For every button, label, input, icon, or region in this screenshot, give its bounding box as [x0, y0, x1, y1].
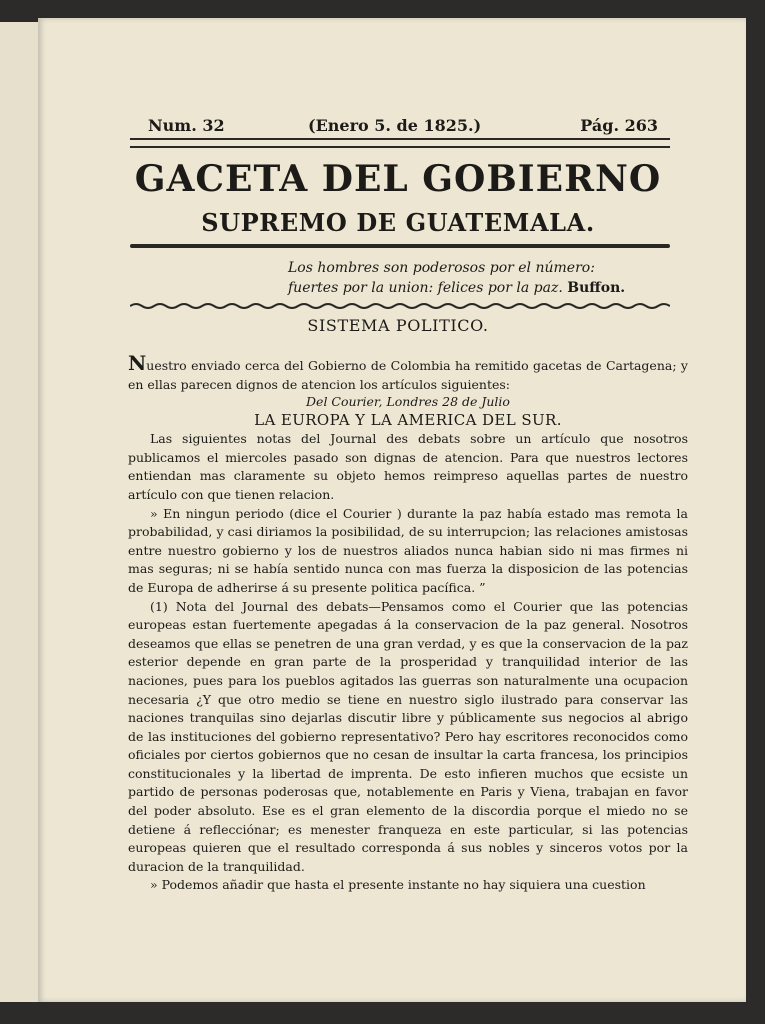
masthead-title: GACETA DEL GOBIERNO: [134, 158, 662, 200]
paragraph-1: Las siguientes notas del Journal des debats sobre un artículo que nosotros publicamos el miercoles pasado son dignas de atencion. Para que nuestros lectores entiendan mas claramente su objeto hemos reimpreso aquellas partes de nuestro artículo con que tienen relacion.: [128, 431, 688, 502]
header-double-rule: [130, 138, 670, 148]
article-intro: [128, 351, 688, 394]
motto-line-2-text: fuertes por la union: felices por la paz.: [288, 280, 563, 296]
paragraph-4: » Podemos añadir que hasta el presente instante no hay siquiera una cuestion: [150, 877, 646, 893]
drop-cap: N: [128, 351, 147, 375]
newspaper-page: [38, 18, 746, 1002]
section-heading: SISTEMA POLITICO.: [307, 316, 489, 335]
ornamental-wavy-rule: [130, 302, 670, 310]
motto-author: Buffon.: [567, 280, 626, 296]
motto: [288, 258, 668, 298]
intro-text: uestro enviado cerca del Gobierno de Colombia ha remitido gacetas de Cartagena; y en ellas parecen dignos de atencion los artículos siguientes:: [128, 358, 688, 392]
issue-number: Num. 32: [148, 116, 225, 135]
adjacent-page-edge: [0, 22, 39, 1002]
motto-line-1: Los hombres son poderosos por el número:: [288, 260, 595, 276]
masthead-rule: [130, 244, 670, 248]
article-subheading: LA EUROPA Y LA AMERICA DEL SUR.: [254, 411, 562, 430]
motto-line-2: [288, 278, 668, 298]
page-number: Pág. 263: [580, 116, 658, 135]
issue-date: (Enero 5. de 1825.): [308, 116, 482, 135]
paragraph-3: (1) Nota del Journal des debats—Pensamos como el Courier que las potencias europeas estan fuertemente apegadas á la conservacion de la paz general. Nosotros deseamos que ellas se penetren de una gran verdad, y es que la conservacion de la paz esterior depende en gran parte de la prosperidad y tranquilidad interior de las naciones, pues para los pueblos agitados las guerras son naturalmente una ocupacion necesaria ¿Y que otro medio se tiene en nuestro siglo ilustrado para conservar las naciones tranquilas sino dejarlas discutir libre y públicamente sus negocios al abrigo de las instituciones del gobierno representativo? Pero hay escritores reconocidos como oficiales por ciertos gobiernos que no cesan de insultar la carta francesa, los principios constitucionales y la libertad de imprenta. De esto infieren muchos que ecsiste un partido de personas poderosas que, notablemente en Paris y Viena, trabajan en favor del poder absoluto. Ese es el gran elemento de la discordia porque el miedo no se detiene á reflecciónar; es menester franqueza en este particular, si las potencias europeas quieren que el resultado corresponda á sus nobles y sinceros votos por la duracion de la tranquilidad.: [128, 598, 688, 874]
masthead-subtitle: SUPREMO DE GUATEMALA.: [201, 208, 595, 237]
paragraph-2: » En ningun periodo (dice el Courier ) durante la paz había estado mas remota la probabilidad, y casi diriamos la posibilidad, de su interrupcion; las relaciones amistosas entre nuestro gobierno y los de nuestros aliados nunca habian sido ni mas firmes ni mas seguras; ni se había sentido nunca con mas fuerza la disposicion de las potencias de Europa de adherirse á su presente politica pacífica. ”: [128, 505, 688, 595]
article-source: Del Courier, Londres 28 de Julio: [306, 394, 510, 410]
article-body: [128, 351, 688, 895]
